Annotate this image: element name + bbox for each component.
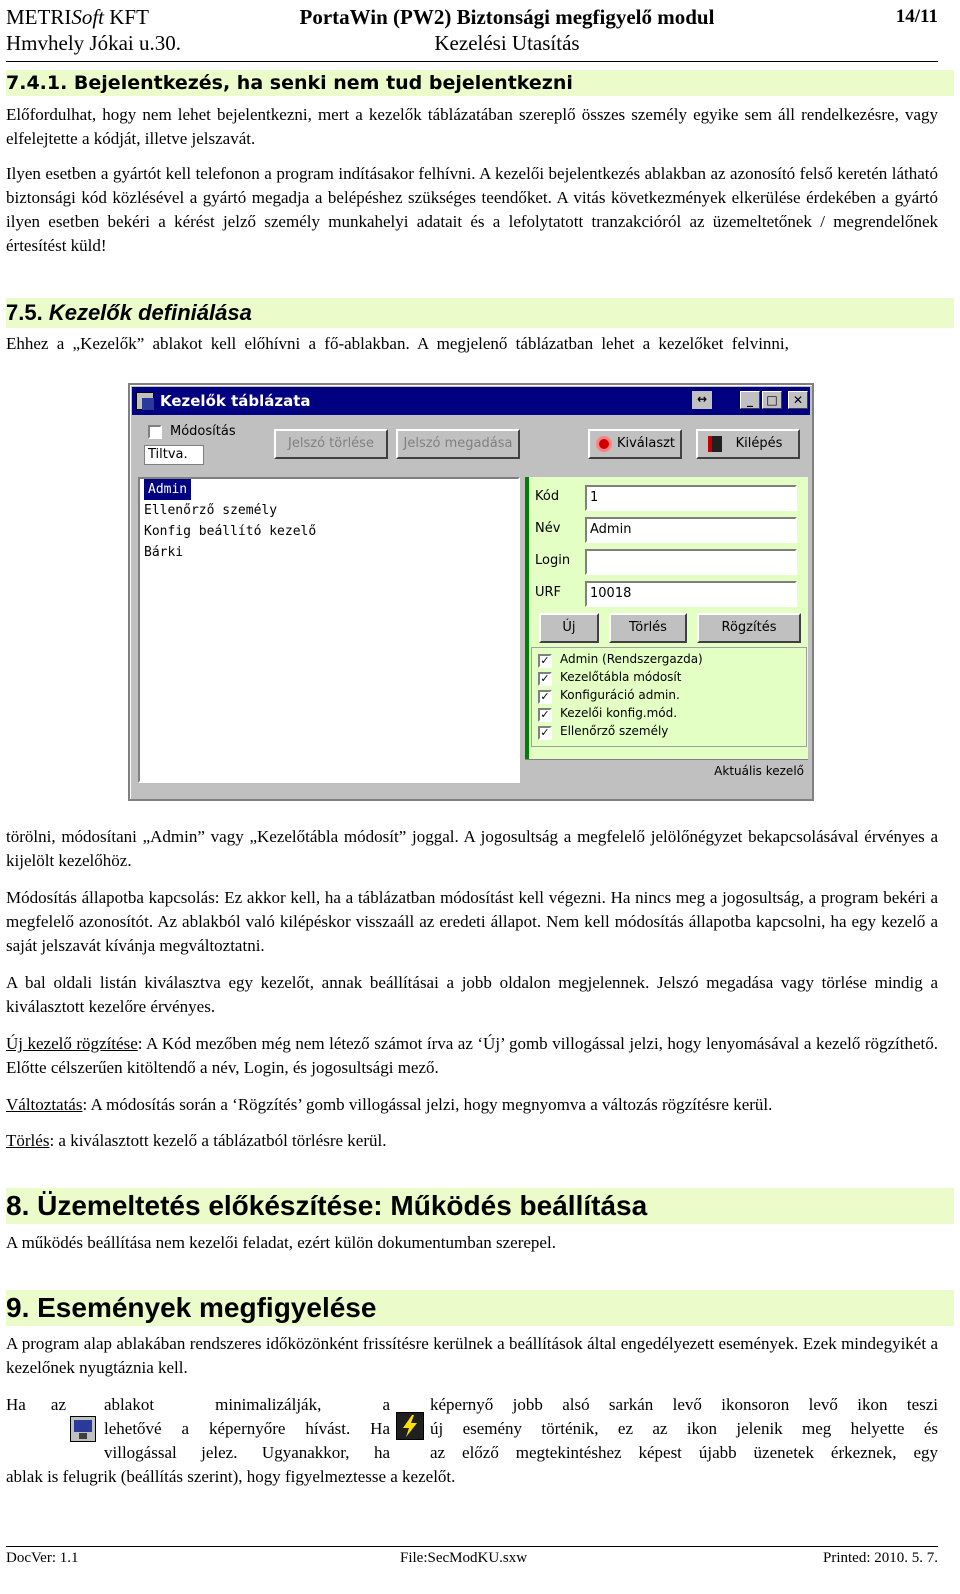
company-address: Hmvhely Jókai u.30. [6, 31, 181, 55]
para-741-2: Ilyen esetben a gyártót kell telefonon a program indításakor felhívni. A kezelői bejelentkezés ablakban az azonosító felső keretén látható biztonsági kód közlésével a gyártó megadja a belépéshez szükséges teendőket. A vitás következmények elkerülése érdekében a gyártó ilyen esetben bekéri a kérést jelző személy munkahelyi adatait és a lefolytatott tranzakcióról az üzemeltetőnek / megrendelőnek értesítést küld! [6, 164, 938, 255]
login-label: Login [535, 553, 571, 568]
lightning-icon [396, 1412, 424, 1440]
name-field[interactable]: Admin [585, 517, 797, 543]
col-b-text [104, 1393, 390, 1465]
right-label: Konfiguráció admin. [560, 688, 680, 702]
heading-text: Kezelők definiálása [48, 300, 252, 325]
urf-label: URF [535, 585, 562, 600]
col-a-text: Ha az [6, 1395, 66, 1414]
para-75-after: törölni, módosítani „Admin” vagy „Kezelőtábla módosít” joggal. A jogosultság a megfelelő jelölőnégyzet bekapcsolásával érvényes a kijelölt kezelőhöz. [6, 827, 938, 870]
right-checkbox-checker[interactable]: ✓ [538, 726, 552, 740]
doc-title: PortaWin (PW2) Biztonsági megfigyelő modul [299, 5, 715, 29]
exit-button[interactable] [696, 429, 800, 459]
new-operator-term: Új kezelő rögzítése [6, 1034, 138, 1053]
col-c-line: képernyő jobb alsó sarkán levő ikonsoron levő ikon teszi [430, 1395, 938, 1414]
urf-field[interactable]: 10018 [585, 581, 797, 607]
window-titlebar [132, 387, 810, 415]
details-panel [525, 477, 808, 759]
app-icon [136, 392, 154, 410]
list-item[interactable]: Konfig beállító kezelő [144, 524, 317, 539]
new-operator-text: : A Kód mezőben még nem létező számot írva az ‘Új’ gomb villogással jelzi, hogy lenyomásával a kezelő rögzíthető. Előtte célszerűen kitöltendő a név, Login, és jogosultsági mező. [6, 1034, 939, 1077]
footer-printed: Printed: 2010. 5. 7. [823, 1550, 938, 1566]
right-label: Admin (Rendszergazda) [560, 652, 703, 666]
select-button-label: Kiválaszt [616, 436, 676, 451]
para-75-modify: Módosítás állapotba kapcsolás: Ez akkor kell, ha a táblázatban módosítást kell végezni. Ha nincs meg a jogosultság, a program bekéri a megfelelő azonosítót. Az ablakból való kilépéskor visszaáll az eredeti állapot. Nem kell módosítás állapotba kapcsolni, ha egy kezelő a saját jelszavát kívánja megváltoztatni. [6, 888, 938, 955]
para-75-intro: Ehhez a „Kezelők” ablakot kell előhívni a fő-ablakban. A megjelenő táblázatban lehet a kezelőket felvinni, [6, 334, 789, 353]
save-button[interactable]: Rögzítés [697, 613, 801, 643]
header-divider [6, 61, 938, 62]
para-75-change [6, 1093, 938, 1117]
list-item[interactable] [140, 479, 518, 500]
page-number: 14/11 [895, 6, 938, 27]
window-statusbar [525, 759, 808, 785]
para-741-1: Előfordulhat, hogy nem lehet bejelentkezni, mert a kezelők táblázatában szereplő összes személy egyike sem áll rendelkezésre, vagy elfelejtette a kódját, illetve jelszavát. [6, 105, 938, 148]
select-button[interactable] [588, 429, 682, 459]
footer-file: File:SecModKU.sxw [400, 1550, 528, 1566]
para-9-last: ablak is felugrik (beállítás szerint), hogy figyelmeztesse a kezelőt. [6, 1467, 456, 1486]
para-9-1: A program alap ablakában rendszeres időközönként frissítésre kerülnek a beállítások által engedélyezett események. Ezek mindegyikét a kezelőnek nyugtáznia kell. [6, 1334, 938, 1377]
col-c-line: új esemény történik, ez az ikon jelenik meg helyette és [430, 1419, 938, 1438]
delete-text: : a kiválasztott kezelő a táblázatból törlésre kerül. [49, 1131, 387, 1150]
para-75-list: A bal oldali listán kiválasztva egy kezelőt, annak beállításai a jobb oldalon megjelennek. Jelszó megadása vagy törlése mindig a kiválasztott kezelőre érvényes. [6, 973, 938, 1016]
login-field[interactable] [585, 549, 797, 575]
name-label: Név [535, 521, 561, 536]
password-delete-button[interactable]: Jelszó törlése [274, 429, 388, 459]
para-75-delete [6, 1129, 938, 1153]
change-text: : A módosítás során a ‘Rögzítés’ gomb villogással jelzi, hogy megnyomva a változás rögzítésre kerül. [82, 1095, 773, 1114]
status-field: Tiltva. [144, 445, 204, 465]
heading-number: 7.5. [6, 300, 43, 325]
right-checkbox-config-admin[interactable]: ✓ [538, 690, 552, 704]
close-button[interactable]: ✕ [788, 391, 808, 409]
operators-window [128, 383, 814, 801]
para-75-new [6, 1032, 938, 1080]
list-item[interactable]: Ellenőrző személy [144, 503, 278, 518]
delete-term: Törlés [6, 1131, 50, 1150]
list-item-label: Admin [144, 479, 191, 500]
para-8: A működés beállítása nem kezelői feladat, ezért külön dokumentumban szerepel. [6, 1233, 556, 1252]
rights-group [531, 647, 807, 747]
right-checkbox-operator-config[interactable]: ✓ [538, 708, 552, 722]
current-user-label: Aktuális kezelő [714, 764, 804, 778]
col-b-line: villogással jelez. Ugyanakkor, ha [104, 1443, 390, 1462]
right-label: Kezelői konfig.mód. [560, 706, 678, 720]
minimize-button[interactable]: _ [740, 391, 760, 409]
footer-docver: DocVer: 1.1 [6, 1550, 79, 1566]
window-title: Kezelők táblázata [160, 392, 311, 410]
header-title-block [262, 4, 752, 56]
col-b-line: ablakot minimalizálják, a [104, 1395, 390, 1414]
header-company-block [6, 4, 181, 56]
maximize-button[interactable]: □ [762, 391, 782, 409]
modify-checkbox[interactable] [148, 425, 162, 439]
right-label: Ellenőrző személy [560, 724, 669, 738]
col-c-text [430, 1393, 938, 1465]
target-icon [596, 436, 612, 452]
exit-door-icon [708, 436, 722, 452]
footer-divider [6, 1546, 938, 1547]
heading-8: 8. Üzemeltetés előkészítése: Működés beállítása [6, 1188, 954, 1224]
password-set-button[interactable]: Jelszó megadása [396, 429, 520, 459]
change-term: Változtatás [6, 1095, 83, 1114]
list-item[interactable]: Bárki [144, 545, 184, 560]
col-c-line: az előző megtekintéshez képest újabb üzenetek érkeznek, egy [430, 1443, 938, 1462]
heading-9: 9. Események megfigyelése [6, 1290, 954, 1326]
operators-list[interactable] [138, 477, 520, 783]
new-button[interactable]: Új [539, 613, 599, 643]
company-name: METRISoft KFT [6, 5, 149, 29]
right-checkbox-table-modify[interactable]: ✓ [538, 672, 552, 686]
heading-7-5 [6, 298, 954, 328]
heading-7-4-1: 7.4.1. Bejelentkezés, ha senki nem tud bejelentkezni [6, 70, 954, 96]
code-field[interactable]: 1 [585, 485, 797, 511]
doc-subtitle: Kezelési Utasítás [434, 31, 580, 55]
monitor-app-icon [70, 1416, 96, 1442]
code-label: Kód [535, 489, 560, 504]
right-label: Kezelőtábla módosít [560, 670, 682, 684]
col-b-line: lehetővé a képernyőre hívást. Ha [104, 1419, 390, 1438]
modify-label: Módosítás [170, 424, 236, 439]
right-checkbox-admin[interactable]: ✓ [538, 654, 552, 668]
exit-button-label: Kilépés [735, 436, 783, 451]
resize-icon[interactable]: ↔ [692, 391, 712, 409]
delete-button[interactable]: Törlés [609, 613, 687, 643]
